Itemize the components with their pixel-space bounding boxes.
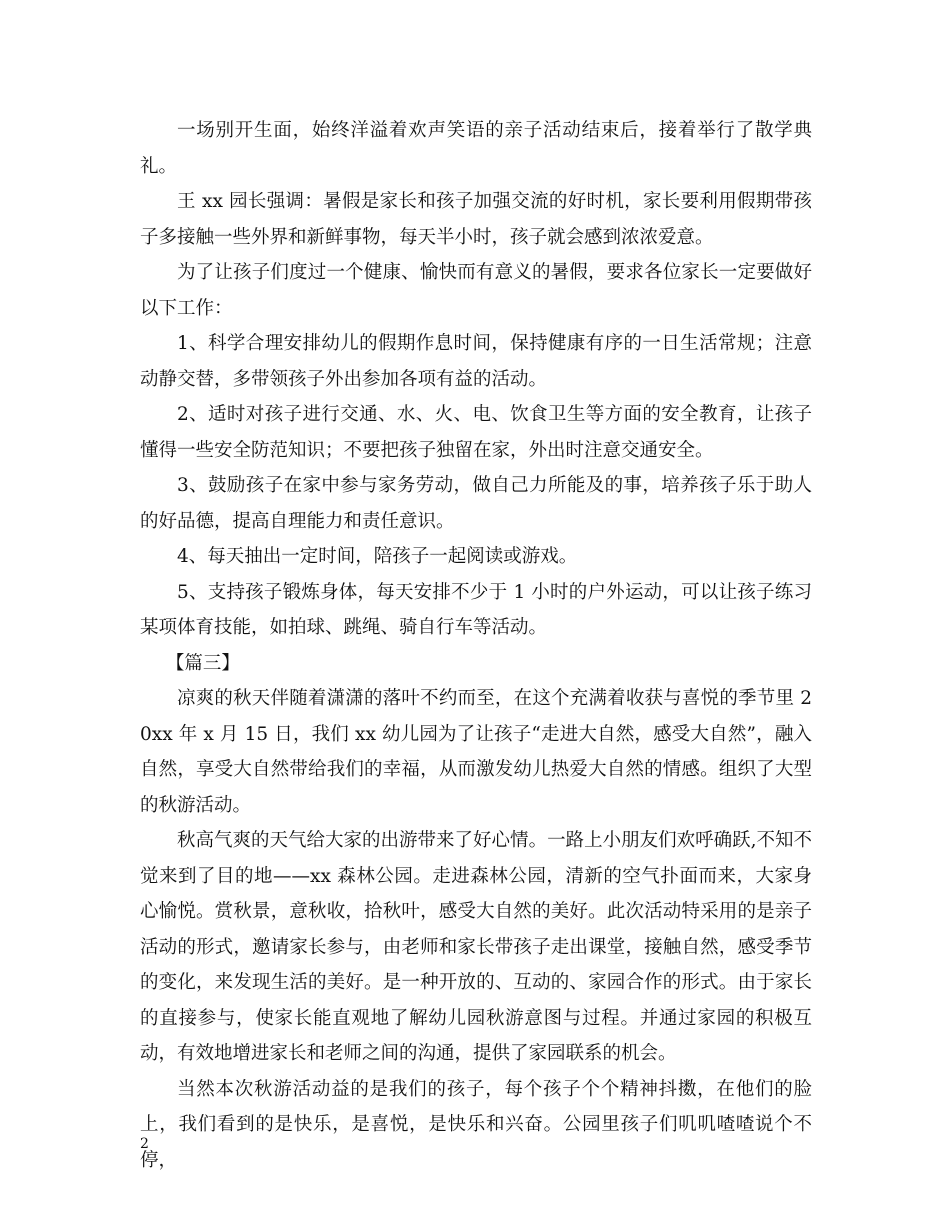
- paragraph: 凉爽的秋天伴随着潇潇的落叶不约而至，在这个充满着收获与喜悦的季节里 20xx 年 x 月 15 日，我们 xx 幼儿园为了让孩子“走进大自然，感受大自然”，融入自然，享受大自然带给我们的幸福，从而激发幼儿热爱大自然的情感。组织了大型的秋游活动。: [140, 688, 812, 816]
- section-heading: 【篇三】: [165, 652, 240, 674]
- document-body: [140, 113, 812, 1178]
- paragraph: 一场别开生面，始终洋溢着欢声笑语的亲子活动结束后，接着举行了散学典礼。: [140, 120, 812, 177]
- page-number: 2: [140, 1136, 149, 1152]
- paragraph: 秋高气爽的天气给大家的出游带来了好心情。一路上小朋友们欢呼确跃,不知不觉来到了目的地——xx 森林公园。走进森林公园，清新的空气扑面而来，大家身心愉悦。赏秋景，意秋收，拾秋叶，感受大自然的美好。此次活动特采用的是亲子活动的形式，邀请家长参与，由老师和家长带孩子走出课堂，接触自然，感受季节的变化，来发现生活的美好。是一种开放的、互动的、家园合作的形式。由于家长的直接参与，使家长能直观地了解幼儿园秋游意图与过程。并通过家园的积极互动，有效地增进家长和老师之间的沟通，提供了家园联系的机会。: [140, 830, 812, 1064]
- list-item: 4、每天抽出一定时间，陪孩子一起阅读或游戏。: [177, 546, 578, 567]
- list-item: 3、鼓励孩子在家中参与家务劳动，做自己力所能及的事，培养孩子乐于助人的好品德，提高自理能力和责任意识。: [140, 475, 812, 532]
- paragraph: 当然本次秋游活动益的是我们的孩子，每个孩子个个精神抖擞，在他们的脸上，我们看到的是快乐，是喜悦，是快乐和兴奋。公园里孩子们叽叽喳喳说个不停，: [140, 1078, 812, 1171]
- list-item: 5、支持孩子锻炼身体，每天安排不少于 1 小时的户外运动，可以让孩子练习某项体育技能，如拍球、跳绳、骑自行车等活动。: [140, 581, 812, 638]
- paragraph: 为了让孩子们度过一个健康、愉快而有意义的暑假，要求各位家长一定要做好以下工作：: [140, 262, 812, 319]
- list-item: 1、科学合理安排幼儿的假期作息时间，保持健康有序的一日生活常规；注意动静交替，多带领孩子外出参加各项有益的活动。: [140, 333, 812, 390]
- paragraph: 王 xx 园长强调：暑假是家长和孩子加强交流的好时机，家长要利用假期带孩子多接触一些外界和新鲜事物，每天半小时，孩子就会感到浓浓爱意。: [140, 191, 812, 248]
- list-item: 2、适时对孩子进行交通、水、火、电、饮食卫生等方面的安全教育，让孩子懂得一些安全防范知识；不要把孩子独留在家，外出时注意交通安全。: [140, 404, 812, 461]
